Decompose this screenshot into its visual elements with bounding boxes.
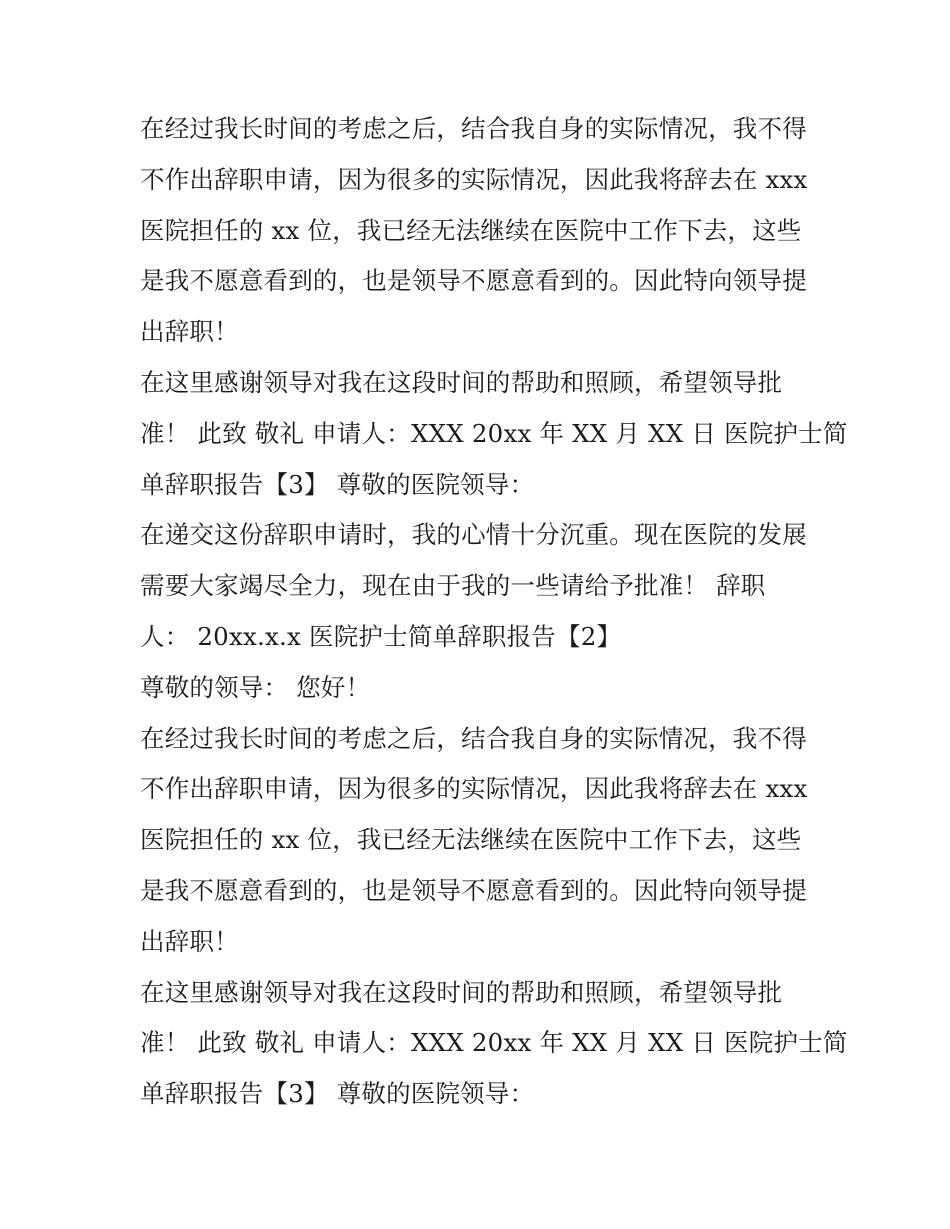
text-line-20: 单辞职报告【3】 尊敬的医院领导：	[140, 1079, 535, 1109]
text-line-2: 不作出辞职申请，因为很多的实际情况，因此我将辞去在 xxx	[140, 164, 808, 194]
text-line-15: 医院担任的 xx 位，我已经无法继续在医院中工作下去，这些	[140, 825, 802, 855]
text-line-19: 准！ 此致 敬礼 申请人：XXX 20xx 年 XX 月 XX 日 医院护士简	[140, 1028, 848, 1058]
text-line-8: 单辞职报告【3】 尊敬的医院领导：	[140, 469, 535, 499]
text-line-14: 不作出辞职申请，因为很多的实际情况，因此我将辞去在 xxx	[140, 774, 808, 804]
text-line-9: 在递交这份辞职申请时，我的心情十分沉重。现在医院的发展	[140, 520, 807, 550]
text-line-4: 是我不愿意看到的，也是领导不愿意看到的。因此特向领导提	[140, 266, 807, 296]
text-line-1: 在经过我长时间的考虑之后，结合我自身的实际情况，我不得	[140, 114, 807, 143]
text-line-18: 在这里感谢领导对我在这段时间的帮助和照顾，希望领导批	[140, 977, 783, 1007]
text-line-16: 是我不愿意看到的，也是领导不愿意看到的。因此特向领导提	[140, 875, 807, 905]
text-line-12: 尊敬的领导： 您好！	[140, 672, 371, 702]
text-line-5: 出辞职！	[140, 317, 239, 347]
text-line-3: 医院担任的 xx 位，我已经无法继续在医院中工作下去，这些	[140, 215, 802, 245]
document-body	[140, 104, 848, 1120]
text-line-11: 人： 20xx.x.x 医院护士简单辞职报告【2】	[140, 621, 622, 651]
text-line-17: 出辞职！	[140, 926, 239, 956]
text-line-10: 需要大家竭尽全力，现在由于我的一些请给予批准！ 辞职	[140, 571, 766, 601]
text-line-6: 在这里感谢领导对我在这段时间的帮助和照顾，希望领导批	[140, 367, 783, 397]
text-line-13: 在经过我长时间的考虑之后，结合我自身的实际情况，我不得	[140, 723, 807, 753]
text-line-7: 准！ 此致 敬礼 申请人：XXX 20xx 年 XX 月 XX 日 医院护士简	[140, 418, 848, 448]
